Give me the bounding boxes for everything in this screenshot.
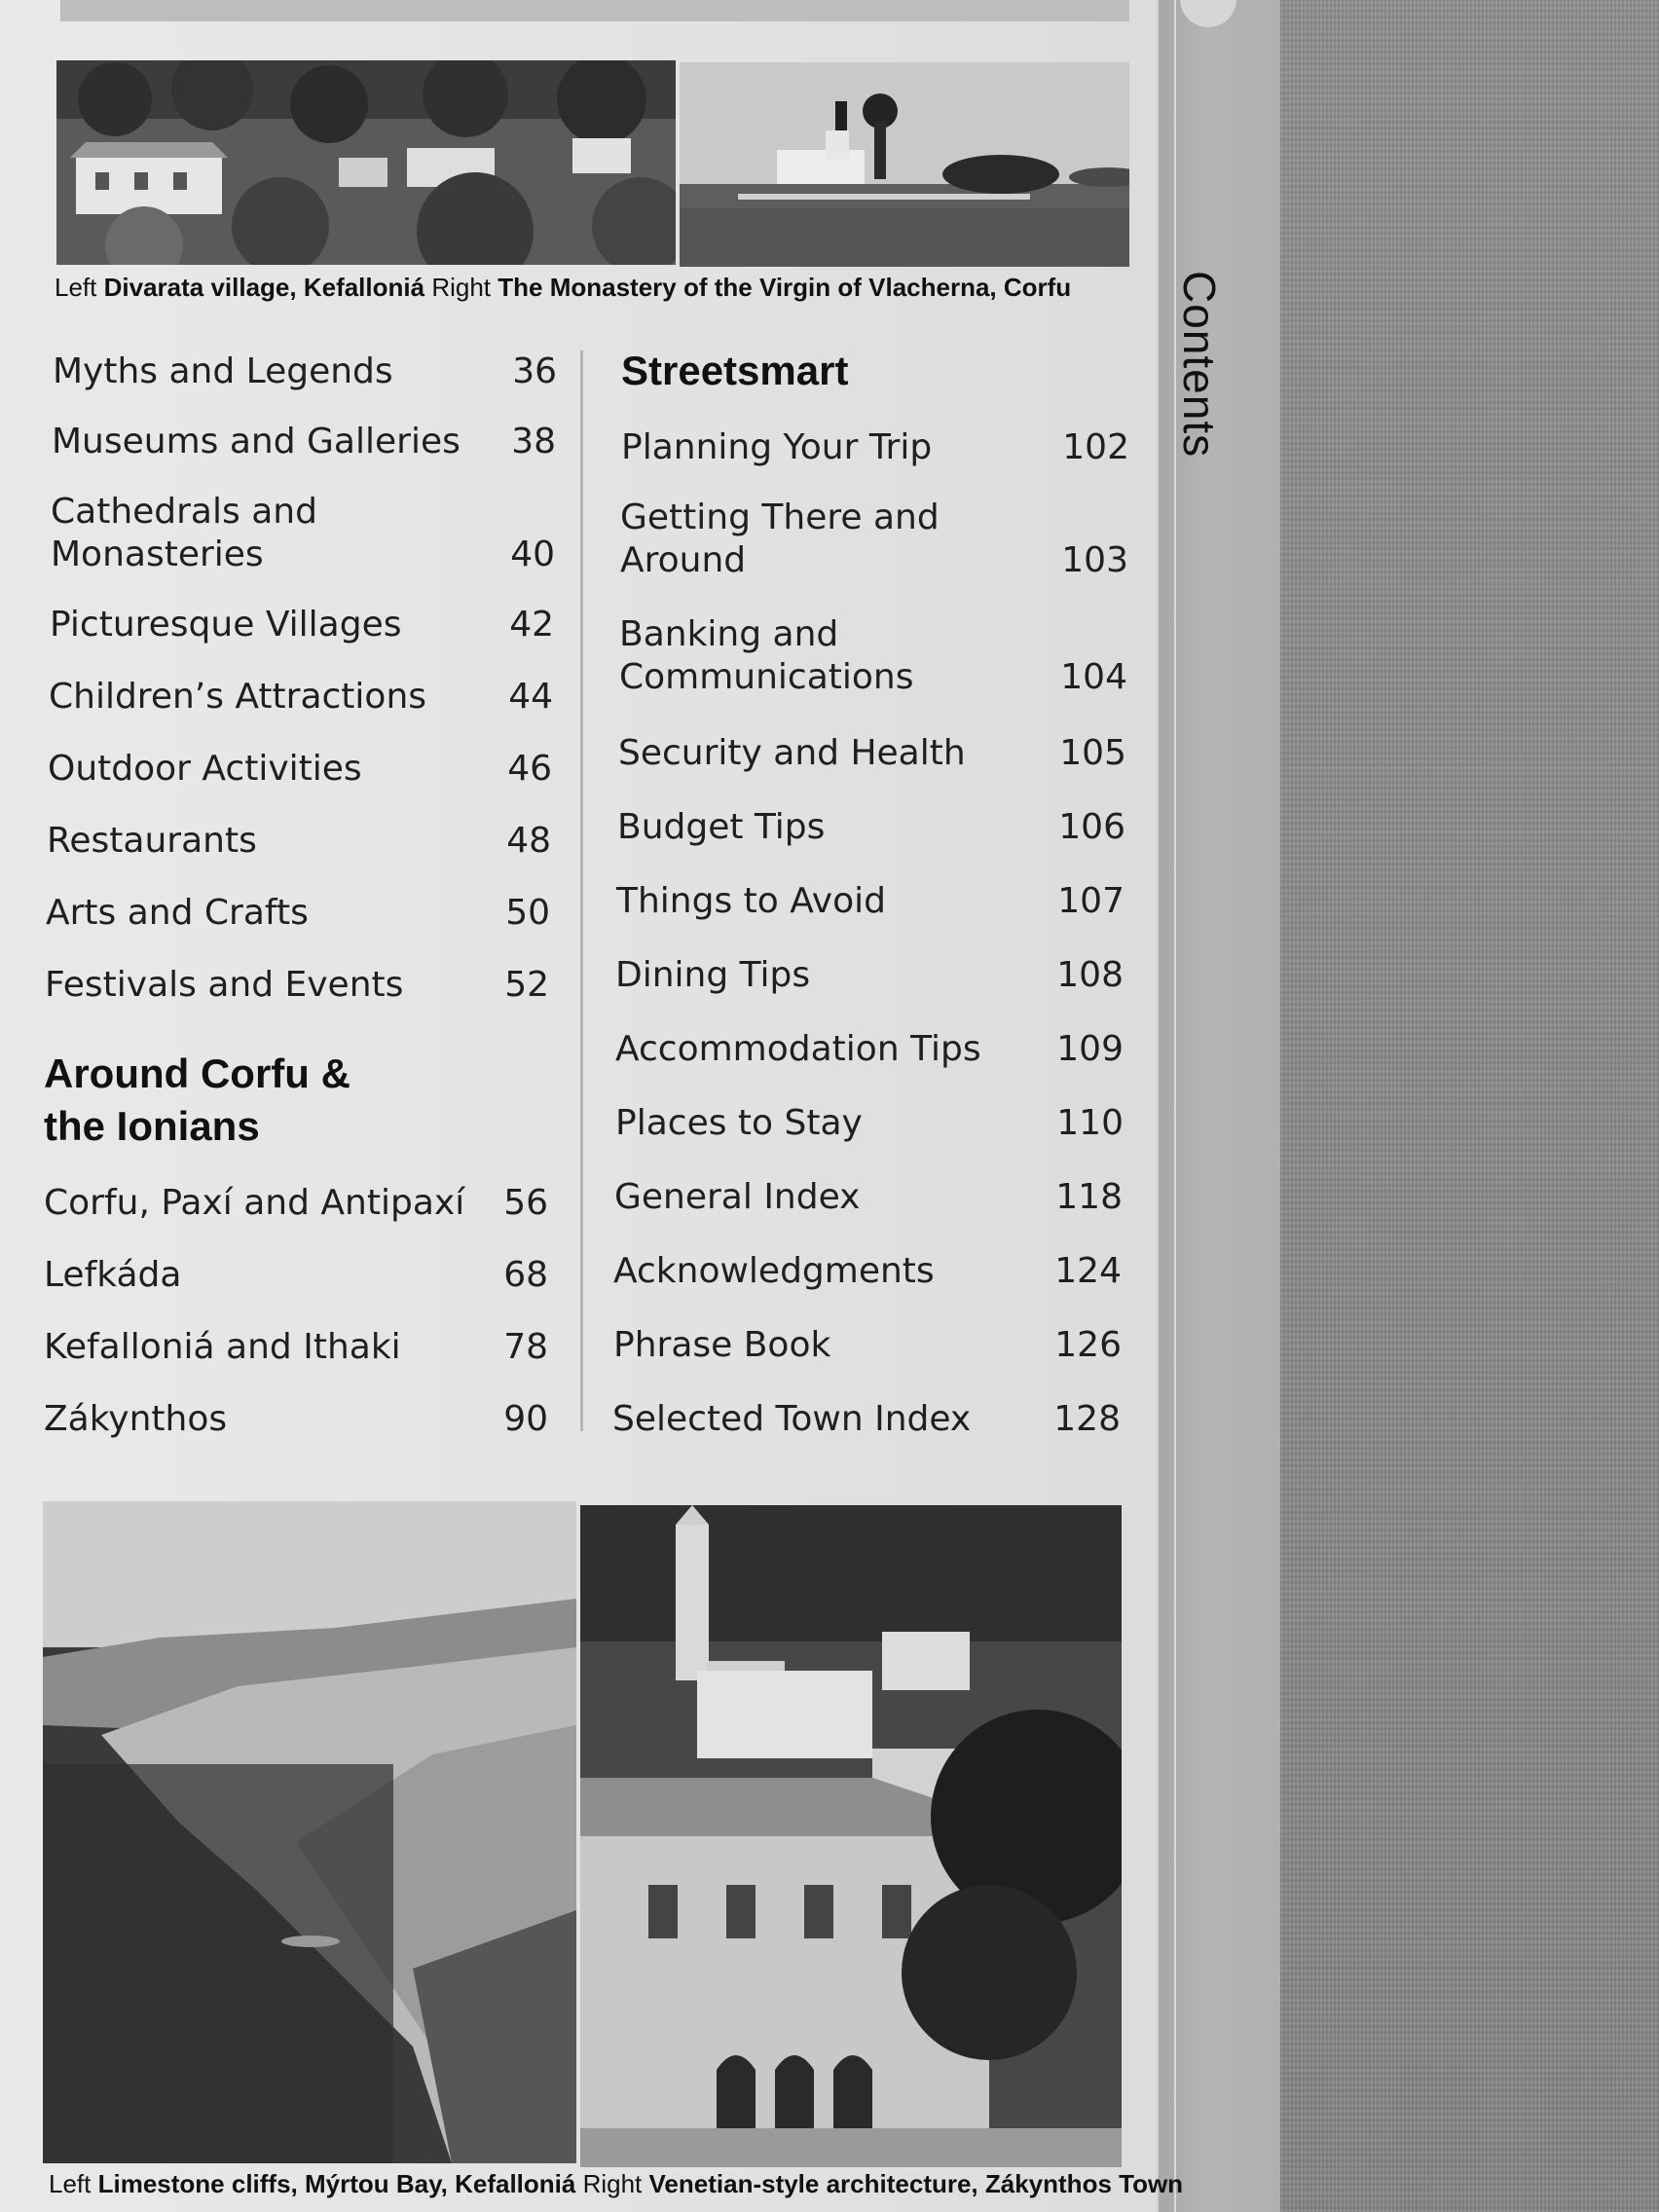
- toc-entry: Accommodation Tips 109: [615, 1029, 1124, 1069]
- toc-entry: Budget Tips 106: [617, 807, 1125, 847]
- toc-entry: Picturesque Villages 42: [50, 605, 554, 645]
- photo-venetian-architecture: [580, 1505, 1122, 2167]
- toc-entry: Places to Stay 110: [615, 1103, 1124, 1143]
- toc-entry: Myths and Legends 36: [53, 351, 557, 391]
- toc-entry: Phrase Book 126: [613, 1325, 1122, 1365]
- toc-entry: Zákynthos 90: [44, 1399, 548, 1439]
- toc-entry: Getting There and Around 103: [620, 498, 1128, 580]
- bottom-caption: [49, 2169, 1183, 2199]
- toc-entry: Acknowledgments 124: [613, 1251, 1122, 1291]
- toc-entry: Cathedrals and Monasteries 40: [51, 492, 555, 574]
- caption-right-text: The Monastery of the Virgin of Vlacherna, Corfu: [498, 273, 1072, 302]
- toc-entry: Kefalloniá and Ithaki 78: [44, 1327, 548, 1367]
- section-heading-streetsmart: Streetsmart: [621, 348, 849, 393]
- toc-entry: Security and Health 105: [618, 733, 1126, 773]
- photo-divarata-village: [56, 60, 676, 265]
- caption-right-label: Right: [582, 2169, 643, 2198]
- sidebar-title: Contents: [1174, 271, 1225, 459]
- toc-entry: Things to Avoid 107: [616, 881, 1124, 921]
- caption-left-label: Left: [49, 2169, 92, 2198]
- section-heading-around-corfu: Around Corfu & the Ionians: [44, 1051, 350, 1149]
- toc-entry: Outdoor Activities 46: [48, 749, 552, 789]
- top-caption: [55, 273, 1071, 303]
- column-divider: [580, 350, 583, 1431]
- caption-right-text: Venetian-style architecture, Zákynthos Town: [648, 2169, 1184, 2198]
- caption-right-label: Right: [431, 273, 492, 302]
- caption-left-label: Left: [55, 273, 97, 302]
- toc-entry: Selected Town Index 128: [612, 1399, 1121, 1439]
- toc-entry: Restaurants 48: [47, 821, 551, 861]
- top-bar: [60, 0, 1129, 21]
- toc-entry: Festivals and Events 52: [45, 965, 549, 1005]
- toc-entry: Corfu, Paxí and Antipaxí 56: [44, 1183, 548, 1223]
- caption-left-text: Limestone cliffs, Mýrtou Bay, Kefalloniá: [97, 2169, 576, 2198]
- toc-entry: Planning Your Trip 102: [621, 427, 1129, 467]
- toc-entry: Museums and Galleries 38: [52, 422, 556, 461]
- caption-left-text: Divarata village, Kefalloniá: [103, 273, 425, 302]
- toc-entry: Children’s Attractions 44: [49, 677, 553, 717]
- fabric-background: [1266, 0, 1659, 2212]
- toc-entry: Banking and Communications 104: [619, 614, 1127, 697]
- toc-entry: Arts and Crafts 50: [46, 893, 550, 933]
- toc-entry: General Index 118: [614, 1177, 1123, 1217]
- photo-limestone-cliffs: [43, 1501, 576, 2163]
- toc-entry: Lefkáda 68: [44, 1255, 548, 1295]
- toc-entry: Dining Tips 108: [615, 955, 1124, 995]
- photo-vlacherna-monastery: [680, 62, 1129, 267]
